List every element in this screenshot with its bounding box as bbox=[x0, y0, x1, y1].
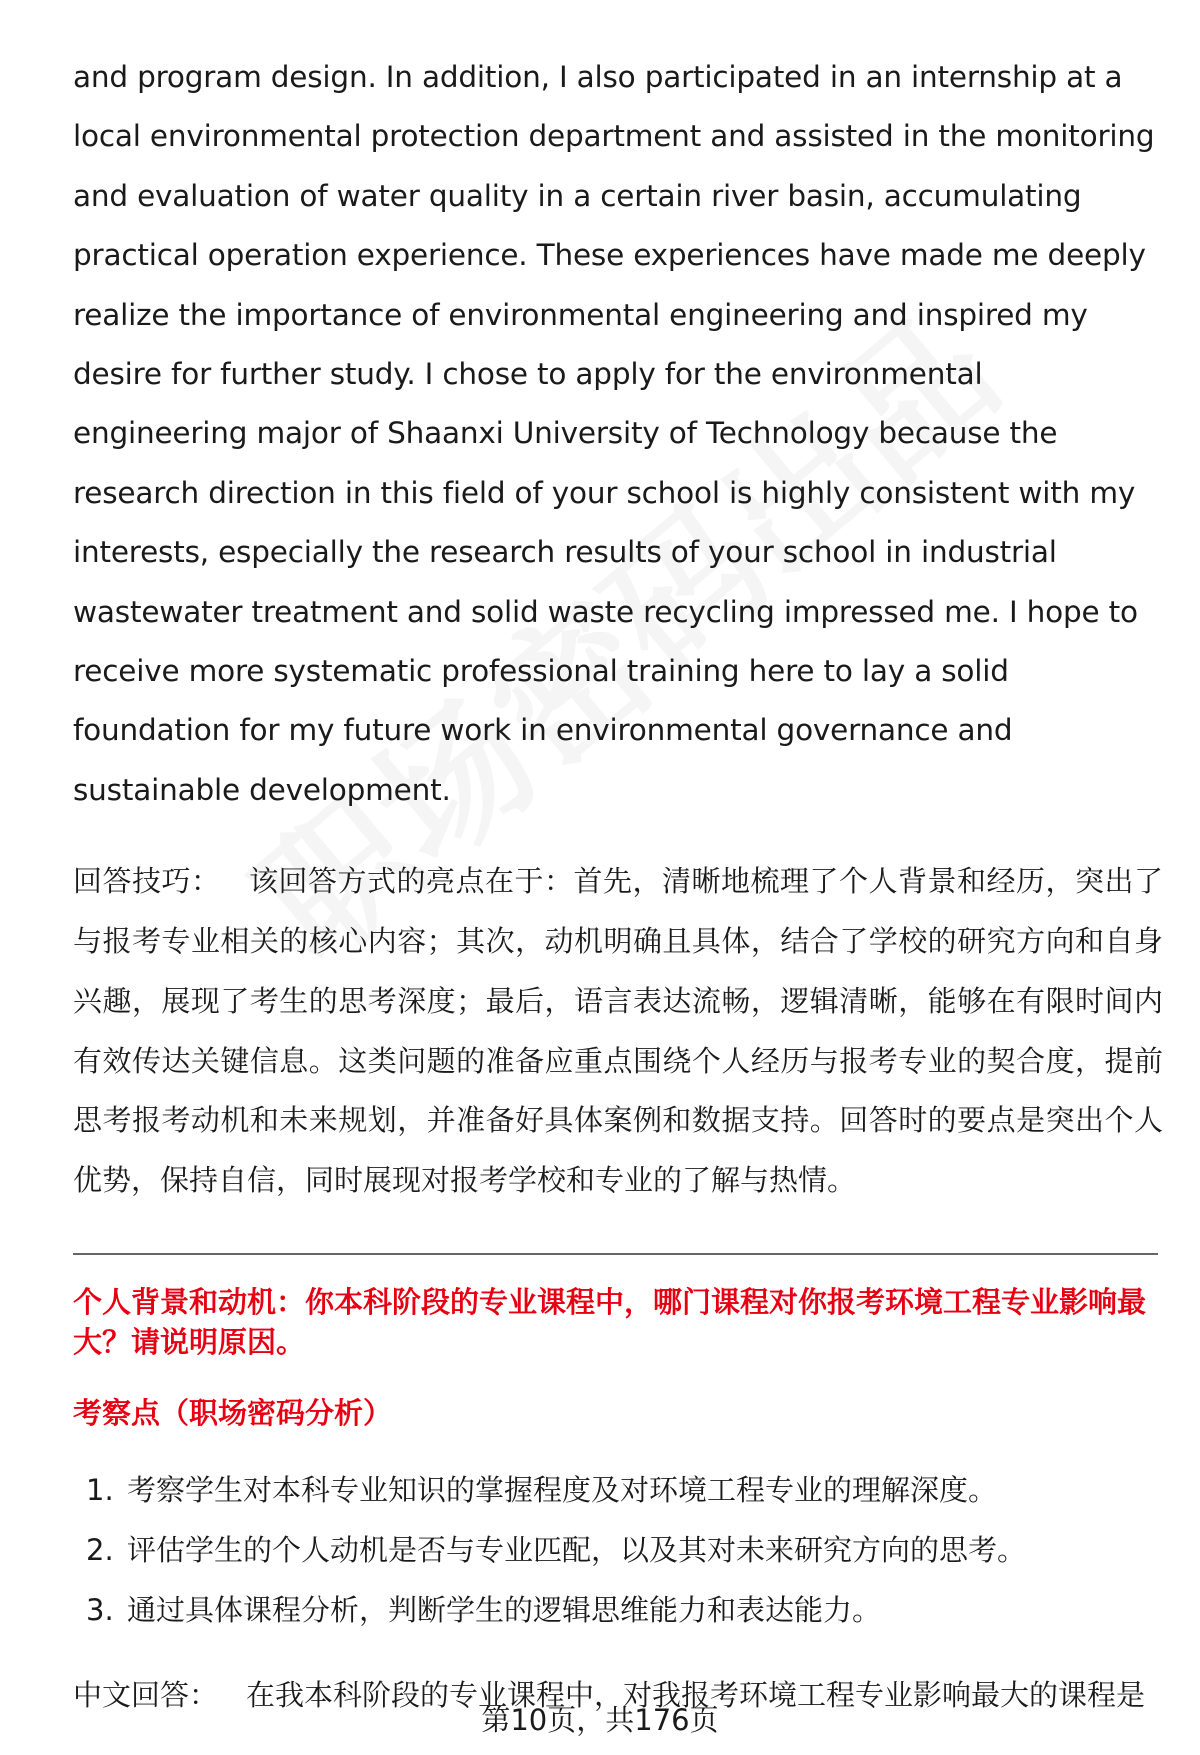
list-item bbox=[73, 1460, 1163, 1520]
list-item-number: 2. bbox=[86, 1533, 114, 1568]
chinese-answer-text: 在我本科阶段的专业课程中，对我报考环境工程专业影响最大的课程是 bbox=[246, 1678, 1146, 1713]
list-item-number: 1. bbox=[86, 1473, 114, 1508]
assessment-points-list bbox=[73, 1460, 1163, 1640]
list-item-text: 考察学生对本科专业知识的掌握程度及对环境工程专业的理解深度。 bbox=[127, 1473, 998, 1508]
section-divider bbox=[73, 1253, 1158, 1255]
answer-tips-paragraph bbox=[73, 852, 1163, 1211]
list-item-text: 评估学生的个人动机是否与专业匹配，以及其对未来研究方向的思考。 bbox=[127, 1533, 1027, 1568]
list-item-text: 通过具体课程分析，判断学生的逻辑思维能力和表达能力。 bbox=[127, 1593, 882, 1628]
tips-label: 回答技巧： bbox=[73, 864, 221, 899]
list-item-number: 3. bbox=[86, 1593, 114, 1628]
document-page bbox=[73, 48, 1163, 1715]
list-item bbox=[73, 1580, 1163, 1640]
list-item bbox=[73, 1520, 1163, 1580]
assessment-title: 考察点（职场密码分析） bbox=[73, 1396, 393, 1431]
chinese-answer-label: 中文回答： bbox=[73, 1678, 219, 1713]
question-heading: 个人背景和动机：你本科阶段的专业课程中，哪门课程对你报考环境工程专业影响最大？请说明原因。 bbox=[73, 1285, 1147, 1360]
page-footer: 第10页，共176页 bbox=[481, 1703, 719, 1737]
english-answer-paragraph: and program design. In addition, I also participated in an internship at a local environmental protection department and assisted in the monitoring and evaluation of water quality in a certain river basin, accumulating practical operation experience. These experiences have made me deeply realize the importance of environmental engineering and inspired my desire for further study. I chose to apply for the environmental engineering major of Shaanxi University of Technology because the research direction in this field of your school is highly consistent with my interests, especially the research results of your school in industrial wastewater treatment and solid waste recycling impressed me. I hope to receive more systematic professional training here to lay a solid foundation for my future work in environmental governance and sustainable development. bbox=[73, 60, 1155, 807]
tips-text: 该回答方式的亮点在于：首先，清晰地梳理了个人背景和经历，突出了与报考专业相关的核心内容；其次，动机明确且具体，结合了学校的研究方向和自身兴趣，展现了考生的思考深度；最后，语言表达流畅，逻辑清晰，能够在有限时间内有效传达关键信息。这类问题的准备应重点围绕个人经历与报考专业的契合度，提前思考报考动机和未来规划，并准备好具体案例和数据支持。回答时的要点是突出个人优势，保持自信，同时展现对报考学校和专业的了解与热情。 bbox=[73, 864, 1163, 1198]
